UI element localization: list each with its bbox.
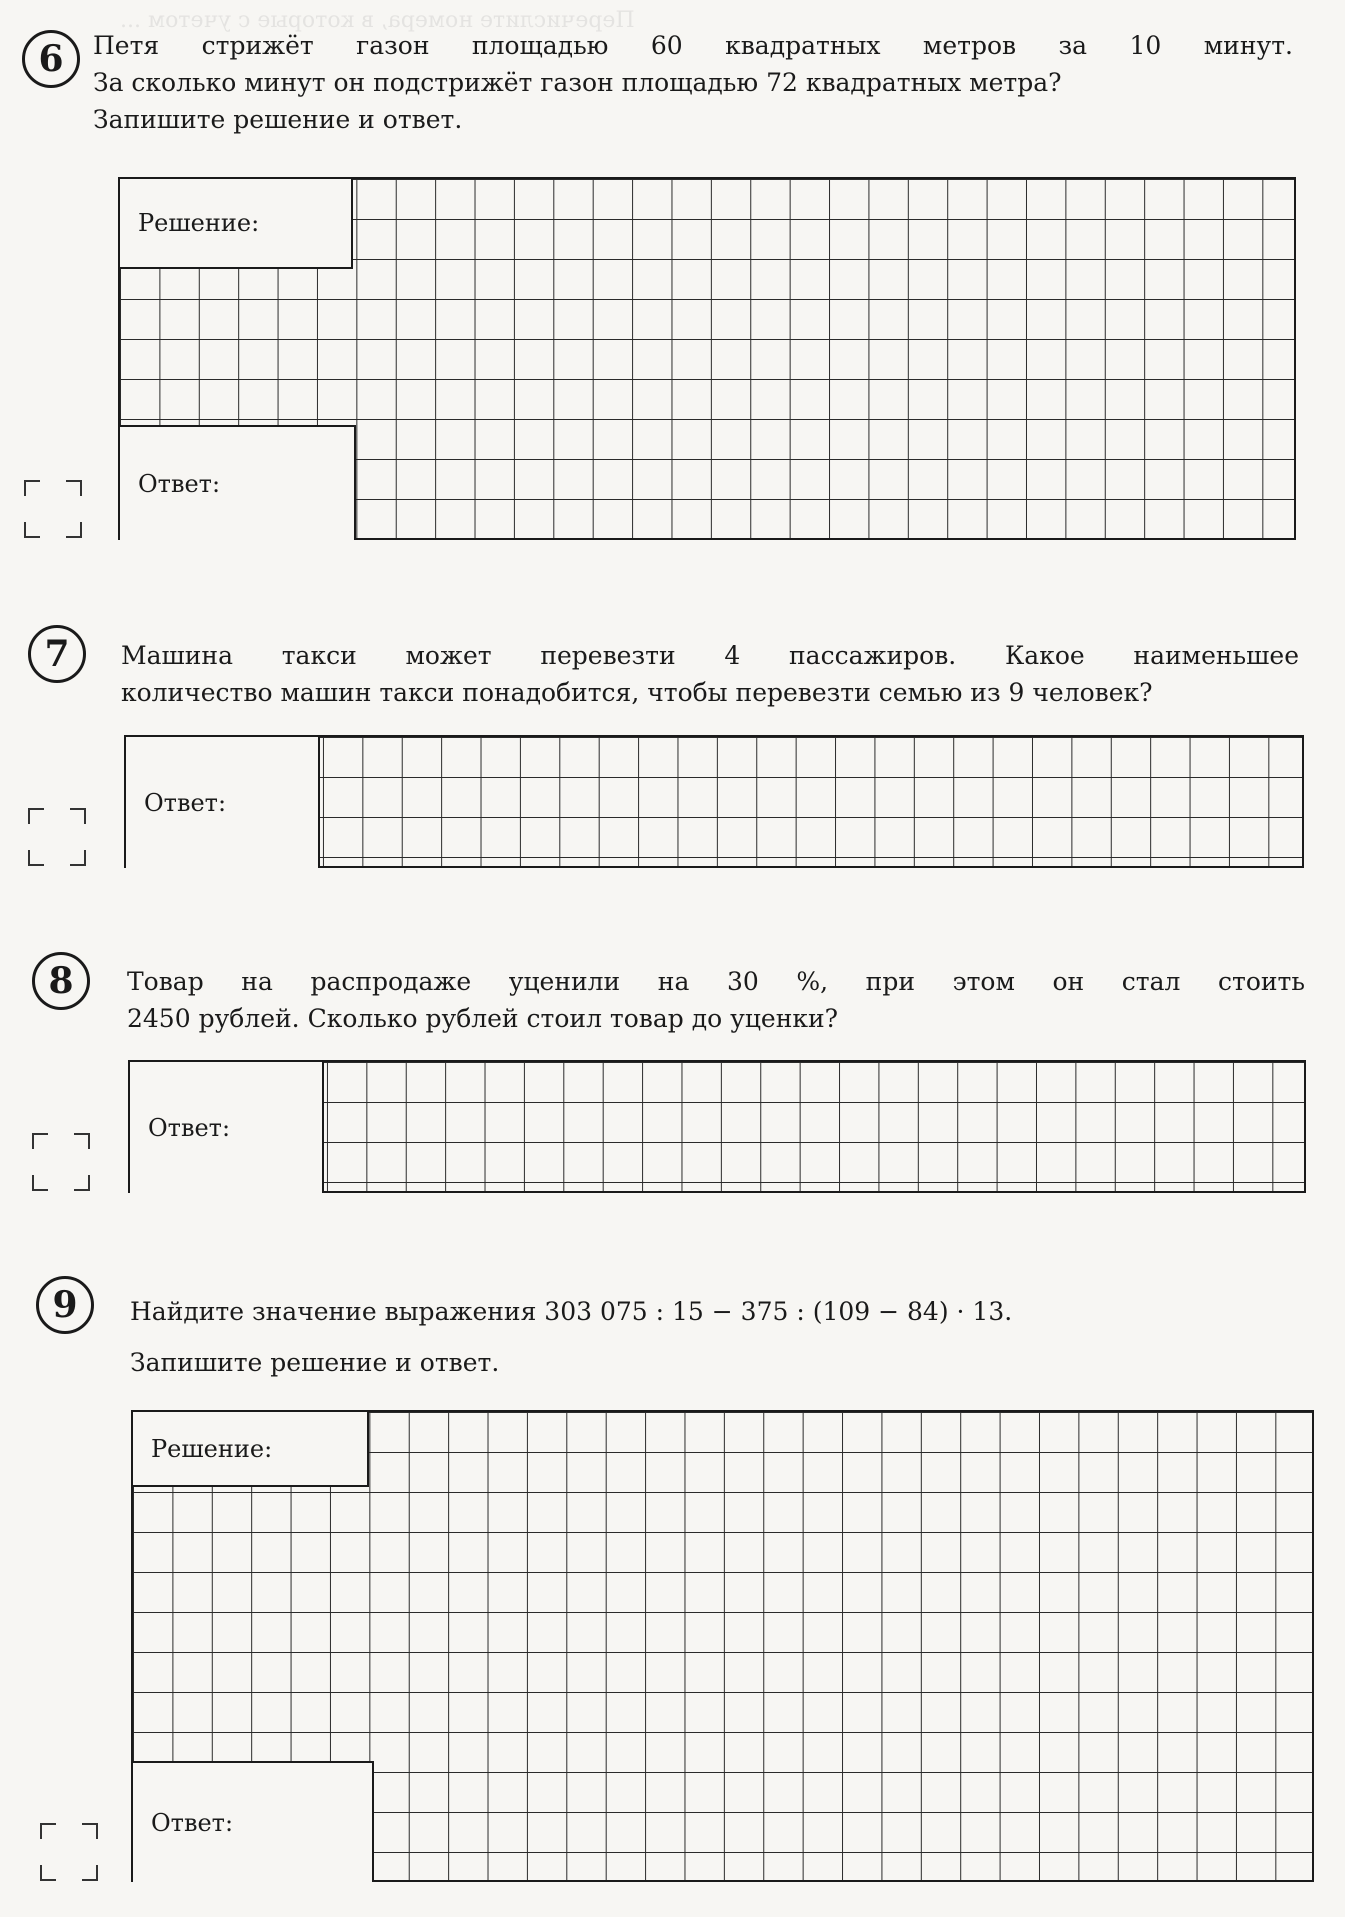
task-8-line-2: 2450 рублей. Сколько рублей стоил товар до уценки? (127, 1004, 839, 1033)
task-6-solution-label: Решение: (118, 177, 353, 269)
task-9-number: 9 (36, 1276, 94, 1334)
task-6-question (93, 27, 1293, 138)
task-8-answer-label: Ответ: (128, 1060, 324, 1193)
task-9-question (130, 1286, 1308, 1388)
show-through-text: Перечислите номера, в которые с учетом ... (120, 8, 635, 33)
task-6-line-1: Петя стрижёт газон площадью 60 квадратных метров за 10 минут. (93, 31, 1293, 60)
task-6-number: 6 (22, 30, 80, 88)
task-6-score-box (24, 480, 82, 538)
task-9-answer-label: Ответ: (131, 1761, 374, 1882)
task-7-score-box (28, 808, 86, 866)
task-6-line-3: Запишите решение и ответ. (93, 105, 463, 134)
task-7-question (121, 637, 1299, 711)
task-7-number: 7 (28, 625, 86, 683)
task-7-answer-label: Ответ: (124, 735, 320, 868)
task-8-score-box (32, 1133, 90, 1191)
task-7-line-2: количество машин такси понадобится, чтобы перевезти семью из 9 человек? (121, 678, 1153, 707)
task-8-line-1: Товар на распродаже уценили на 30 %, при этом он стал стоить (127, 967, 1305, 996)
task-9-score-box (40, 1823, 98, 1881)
task-7-line-1: Машина такси может перевезти 4 пассажиров. Какое наименьшее (121, 641, 1299, 670)
task-6-answer-label: Ответ: (118, 425, 356, 540)
task-8-number: 8 (32, 952, 90, 1010)
task-9-line-2: Запишите решение и ответ. (130, 1348, 500, 1377)
task-9-solution-label: Решение: (131, 1410, 369, 1487)
task-6-line-2: За сколько минут он подстрижёт газон площадью 72 квадратных метра? (93, 68, 1062, 97)
task-8-question (127, 963, 1305, 1037)
task-9-line-1: Найдите значение выражения 303 075 : 15 − 375 : (109 − 84) · 13. (130, 1297, 1013, 1326)
